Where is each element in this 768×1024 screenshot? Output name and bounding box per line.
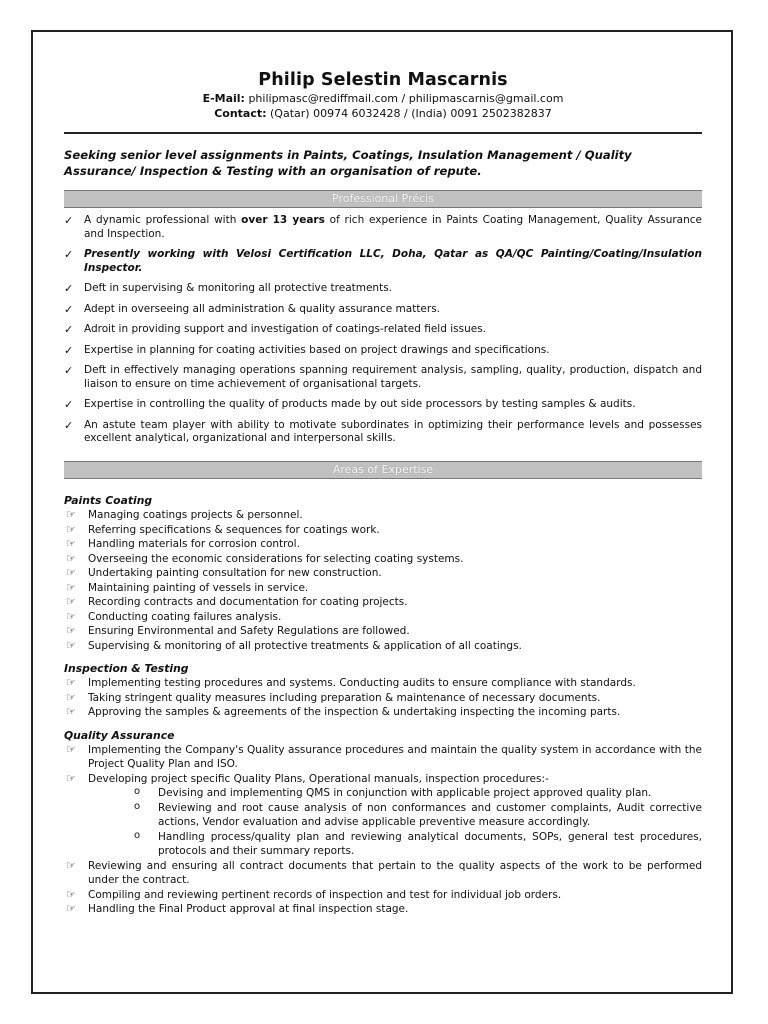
pointing-hand-icon: ☞ <box>66 638 76 652</box>
list-item <box>64 364 702 391</box>
subsection-title-paints-coating: Paints Coating <box>64 494 153 507</box>
list-item-text: Managing coatings projects & personnel. <box>88 509 303 521</box>
precis-text: Expertise in planning for coating activities based on project drawings and specifications. <box>84 343 550 356</box>
list-item-text: Developing project specific Quality Plans, Operational manuals, inspection procedures:- <box>88 772 549 785</box>
pointing-hand-icon: ☞ <box>66 551 76 565</box>
precis-text: Adroit in providing support and investigation of coatings-related field issues. <box>84 323 486 335</box>
hollow-circle-bullet-icon: o <box>134 786 141 797</box>
list-item <box>64 552 702 567</box>
pointing-hand-icon: ☞ <box>66 887 76 901</box>
quality-plan-sublist <box>64 786 702 859</box>
inspection-testing-list <box>64 676 702 720</box>
list-item <box>64 581 702 596</box>
list-item-text: Conducting coating failures analysis. <box>88 610 282 623</box>
list-item <box>64 419 702 446</box>
list-item <box>64 566 702 581</box>
sub-list-item-text: Reviewing and root cause analysis of non conformances and customer complaints, Audit corrective actions, Vendor evaluation and advise applicable preventive measure accordingly. <box>158 801 702 828</box>
resume-header <box>64 69 702 121</box>
sub-list-item <box>64 786 702 801</box>
list-item <box>64 859 702 888</box>
list-item <box>64 676 702 691</box>
precis-text: Presently working with Velosi Certification LLC, Doha, Qatar as QA/QC Painting/Coating/Insulation Inspector. <box>84 248 702 274</box>
pointing-hand-icon: ☞ <box>66 690 76 704</box>
list-item-text: Compiling and reviewing pertinent records of inspection and test for individual job orders. <box>88 888 562 901</box>
list-item <box>64 902 702 917</box>
check-mark-icon: ✓ <box>64 302 74 316</box>
candidate-name: Philip Selestin Mascarnis <box>258 70 508 90</box>
list-item <box>64 248 702 275</box>
list-item-text: Taking stringent quality measures including preparation & maintenance of necessary documents. <box>88 691 601 704</box>
precis-text: Deft in effectively managing operations spanning requirement analysis, sampling, quality, production, dispatch and liaison to ensure on time achievement of organisational targets. <box>84 364 702 390</box>
check-mark-icon: ✓ <box>64 364 74 377</box>
precis-text: of rich experience in Paints Coating Management, Quality Assurance and Inspection. <box>84 214 702 240</box>
contact-label: Contact: <box>214 107 267 120</box>
list-item-text: Maintaining painting of vessels in service. <box>88 581 309 594</box>
list-item-text: Reviewing and ensuring all contract documents that pertain to the quality aspects of the work to be performed under the contract. <box>88 859 702 886</box>
hollow-circle-bullet-icon: o <box>134 829 141 841</box>
expertise-content <box>64 494 702 926</box>
pointing-hand-icon: ☞ <box>66 566 76 579</box>
list-item <box>64 888 702 903</box>
pointing-hand-icon: ☞ <box>66 771 76 785</box>
pointing-hand-icon: ☞ <box>66 595 76 608</box>
subsection-title-inspection-testing: Inspection & Testing <box>64 662 189 675</box>
list-item-text: Overseeing the economic considerations for selecting coating systems. <box>88 552 464 565</box>
list-item <box>64 282 702 296</box>
sub-list-item-text: Devising and implementing QMS in conjunction with applicable project approved quality plan. <box>158 787 652 799</box>
pointing-hand-icon: ☞ <box>66 624 76 637</box>
section-header-areas-of-expertise: Areas of Expertise <box>64 461 702 479</box>
list-item-text: Handling materials for corrosion control. <box>88 538 300 550</box>
check-mark-icon: ✓ <box>64 214 74 227</box>
list-item <box>64 705 702 720</box>
check-mark-icon: ✓ <box>64 418 74 432</box>
phone-line <box>64 106 702 121</box>
list-item-text: Ensuring Environmental and Safety Regulations are followed. <box>88 625 410 637</box>
email-label: E-Mail: <box>202 92 245 105</box>
sub-list-item <box>64 801 702 830</box>
pointing-hand-icon: ☞ <box>66 902 76 915</box>
list-item-text: Handling the Final Product approval at final inspection stage. <box>88 903 409 915</box>
list-item-text: Referring specifications & sequences for coatings work. <box>88 523 380 536</box>
list-item <box>64 523 702 538</box>
list-item <box>64 595 702 610</box>
check-mark-icon: ✓ <box>64 248 74 261</box>
quality-assurance-list <box>64 743 702 917</box>
list-item-text: Implementing the Company's Quality assurance procedures and maintain the quality system in accordance with the Project Quality Plan and ISO. <box>88 743 702 770</box>
check-mark-icon: ✓ <box>64 282 74 295</box>
list-item-text: Approving the samples & agreements of the inspection & undertaking inspecting the incoming parts. <box>88 706 621 718</box>
list-item-text: Supervising & monitoring of all protective treatments & application of all coatings. <box>88 639 522 652</box>
list-item <box>64 214 702 241</box>
sub-list-item-text: Handling process/quality plan and reviewing analytical documents, SOPs, general test procedures, protocols and their summary reports. <box>158 830 702 857</box>
list-item <box>64 691 702 706</box>
list-item <box>64 624 702 639</box>
header-divider <box>64 132 702 134</box>
pointing-hand-icon: ☞ <box>66 522 76 536</box>
list-item <box>64 303 702 317</box>
subsection-title-quality-assurance: Quality Assurance <box>64 728 175 742</box>
email-line <box>64 91 702 106</box>
precis-text: Deft in supervising & monitoring all protective treatments. <box>84 282 393 294</box>
precis-list <box>64 214 702 453</box>
precis-highlight: over 13 years <box>241 214 325 226</box>
list-item-text: Undertaking painting consultation for new construction. <box>88 567 382 579</box>
pointing-hand-icon: ☞ <box>66 742 76 756</box>
pointing-hand-icon: ☞ <box>66 676 76 689</box>
pointing-hand-icon: ☞ <box>66 705 76 718</box>
list-item <box>64 772 702 859</box>
pointing-hand-icon: ☞ <box>66 580 76 594</box>
precis-text: Adept in overseeing all administration & quality assurance matters. <box>84 302 441 315</box>
section-header-professional-precis: Professional Précis <box>64 190 702 208</box>
hollow-circle-bullet-icon: o <box>134 800 141 812</box>
list-item-text: Implementing testing procedures and systems. Conducting audits to ensure compliance with standards. <box>88 677 636 689</box>
pointing-hand-icon: ☞ <box>66 537 76 550</box>
contact-value: (Qatar) 00974 6032428 / (India) 0091 2502382837 <box>270 107 552 120</box>
list-item <box>64 537 702 552</box>
pointing-hand-icon: ☞ <box>66 609 76 623</box>
list-item <box>64 344 702 358</box>
sub-list-item <box>64 830 702 859</box>
precis-text: Expertise in controlling the quality of products made by out side processors by testing samples & audits. <box>84 398 636 410</box>
check-mark-icon: ✓ <box>64 343 74 357</box>
precis-text: An astute team player with ability to motivate subordinates in optimizing their performance levels and possesses excellent analytical, organizational and interpersonal skills. <box>84 418 702 444</box>
paints-coating-list <box>64 508 702 653</box>
email-value: philipmasc@rediffmail.com / philipmascarnis@gmail.com <box>248 92 564 105</box>
list-item <box>64 610 702 625</box>
list-item <box>64 743 702 772</box>
check-mark-icon: ✓ <box>64 398 74 411</box>
pointing-hand-icon: ☞ <box>66 858 76 872</box>
precis-text: A dynamic professional with <box>84 214 242 226</box>
check-mark-icon: ✓ <box>64 323 74 336</box>
list-item <box>64 508 702 523</box>
list-item <box>64 323 702 337</box>
list-item <box>64 639 702 654</box>
career-objective: Seeking senior level assignments in Paints, Coatings, Insulation Management / Quality Assurance/ Inspection & Testing with an organisation of repute. <box>64 148 632 178</box>
list-item-text: Recording contracts and documentation for coating projects. <box>88 596 408 608</box>
list-item <box>64 398 702 412</box>
pointing-hand-icon: ☞ <box>66 508 76 521</box>
